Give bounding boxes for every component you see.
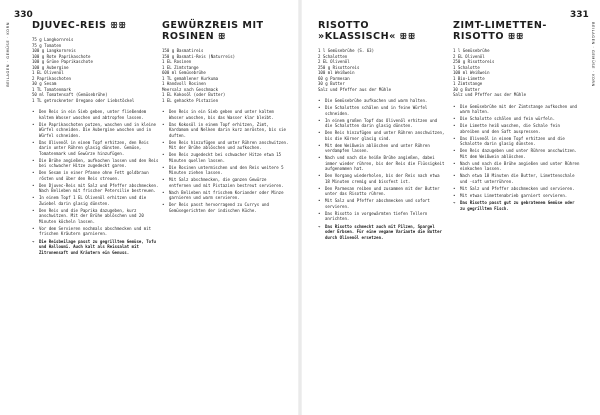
ingredient-item: 1 l Gemüsebrühe: [453, 48, 490, 53]
ingredient-item: 150 g Basmati-Reis (Naturreis): [162, 53, 236, 59]
step-list: [162, 109, 290, 213]
step-item: • Den Vorgang wiederholen, bis der Reis nach etwa 18 Minuten cremig und bissfest ist.: [318, 173, 446, 184]
step-item: • Den Reis zugedeckt bei schwacher Hitze etwa 15 Minuten quellen lassen.: [162, 152, 290, 163]
step-item: • Den Reis hinzufügen und unter Rühren anschwitzen, bis die Körner glasig sind.: [318, 130, 446, 141]
step-item: • Die Gemüsebrühe aufkochen und warm halten.: [318, 98, 446, 104]
ingredient-item: 100 g Aubergine: [32, 64, 69, 70]
ingredient-item: 2 EL Olivenöl: [318, 59, 350, 64]
step-item: • Vor dem Servieren nochmals abschmecken und mit frischen Kräutern garnieren.: [32, 226, 160, 237]
ingredient-item: 100 ml Weißwein: [453, 70, 490, 75]
ingredient-item: 1 Schalotte: [453, 64, 480, 70]
vegetarian-icon: ꕥ: [217, 32, 225, 41]
ingredient-item: 150 g Basmatireis: [162, 48, 204, 53]
recipe-title: GEWÜRZREIS MIT ROSINEN ꕥ: [162, 20, 264, 42]
step-item: • Die Schalotten schälen und in feine Würfel schneiden.: [318, 105, 446, 116]
ingredient-item: 1 l Gemüsebrühe (S. 63): [318, 48, 375, 53]
ingredient-item: 75 g Tomaten: [32, 42, 62, 48]
ingredient-item: 100 ml Weißwein: [318, 70, 355, 75]
recipe-tip: → Das Risotto passt gut zu gebratenem Gemüse oder zu gegrilltem Fisch.: [453, 200, 575, 211]
ingredient-item: 50 ml Tomatensaft (Gemüsebrühe): [32, 92, 108, 97]
ingredient-item: 100 g Rote Paprikaschote: [32, 53, 91, 59]
step-item: • Mit Salz und Pfeffer abschmecken und servieren.: [453, 186, 581, 192]
ingredient-item: 1 TL Tomatenmark: [32, 86, 71, 92]
step-item: • Nach etwa 18 Minuten die Butter, Limettenschale und -saft unterrühren.: [453, 173, 581, 184]
step-item: • Die Schalotte schälen und fein würfeln.: [453, 116, 581, 122]
ingredient-item: 30 g Butter: [318, 81, 345, 86]
step-item: • In einem großen Topf das Olivenöl erhitzen und die Schalotten darin glasig dünsten.: [318, 118, 446, 129]
step-item: • Mit etwas Limettenabrieb garniert servieren.: [453, 193, 581, 199]
step-list: [453, 104, 581, 199]
step-item: • Das Olivenöl in einem Topf erhitzen und die Schalotte darin glasig dünsten.: [453, 136, 581, 147]
ingredient-item: 1 TL gemahlener Kurkuma: [162, 75, 219, 81]
side-tab-left: BEILAGEN · GEMÜSE · KORN: [6, 22, 10, 87]
step-item: • Das Risotto in vorgewärmten tiefen Tellern anrichten.: [318, 211, 446, 222]
recipe-column: [162, 20, 290, 215]
ingredient-list: [32, 37, 160, 103]
ingredient-item: 1 EL Kokosöl (oder Butter): [162, 92, 226, 97]
recipe-title: ZIMT-LIMETTEN-RISOTTO ꕥ ꕥ: [453, 20, 547, 42]
recipe-title: RISOTTO »KLASSISCH« ꕥ ꕥ: [318, 20, 415, 42]
step-item: • Den Sesam in einer Pfanne ohne Fett goldbraun rösten und über den Reis streuen.: [32, 170, 160, 181]
ingredient-item: 250 g Risottoreis: [453, 59, 495, 64]
step-item: • Die Gemüsebrühe mit der Zimtstange aufkochen und warm halten.: [453, 104, 581, 115]
step-item: • Nach Belieben mit frischem Koriander oder Minze garnieren und warm servieren.: [162, 190, 290, 201]
step-item: • Die Rosinen untermischen und den Reis weitere 5 Minuten ziehen lassen.: [162, 165, 290, 176]
step-item: • In einem Topf 1 EL Olivenöl erhitzen und die Zwiebel darin glasig dünsten.: [32, 195, 160, 206]
ingredient-list: [453, 48, 581, 98]
ingredient-item: 1 EL Rosinen: [162, 59, 192, 64]
page-number-left: 330: [14, 10, 33, 20]
ingredient-item: 100 g Grüne Paprikaschote: [32, 59, 93, 64]
vegetarian-icon: ꕥ ꕥ: [399, 32, 415, 41]
step-item: • Mit Salz und Pfeffer abschmecken und sofort servieren.: [318, 198, 446, 209]
step-item: • Die Paprikaschoten putzen, waschen und in kleine Würfel schneiden. Die Aubergine waschen und in Würfel schneiden.: [32, 122, 160, 139]
step-item: • Den Parmesan reiben und zusammen mit der Butter unter das Risotto rühren.: [318, 186, 446, 197]
vegetarian-icon: ꕥ ꕥ: [110, 21, 125, 30]
vegetarian-icon: ꕥ ꕥ: [507, 32, 523, 41]
ingredient-item: 1 Zimtstange: [453, 81, 483, 86]
step-item: • Nach und nach die Brühe angießen und unter Rühren einkochen lassen.: [453, 161, 581, 172]
ingredient-item: 600 ml Gemüsebrühe: [162, 70, 206, 75]
side-tab-right: BEILAGEN · GEMÜSE · KORN: [591, 22, 595, 87]
arrow-icon: →: [318, 223, 321, 229]
step-item: • Der Reis passt hervorragend zu Currys und Gemüsegerichten der indischen Küche.: [162, 202, 290, 213]
arrow-icon: →: [453, 200, 456, 205]
ingredient-list: [318, 48, 446, 92]
ingredient-item: 60 g Parmesan: [318, 75, 350, 81]
page-gutter: [298, 0, 302, 415]
ingredient-item: 1 TL getrockneter Oregano oder Liebstöckel: [32, 97, 135, 103]
step-item: • Mit Salz abschmecken, die ganzen Gewürze entfernen und mit Pistazien bestreut servieren.: [162, 177, 290, 188]
step-item: • Die Brühe angießen, aufkochen lassen und den Reis bei schwacher Hitze zugedeckt garen.: [32, 158, 160, 169]
ingredient-item: 1 EL gehackte Pistazien: [162, 97, 219, 103]
step-list: [318, 98, 446, 222]
ingredient-item: 2 Schalotten: [318, 53, 348, 59]
ingredient-item: 2 EL Olivenöl: [453, 53, 485, 59]
ingredient-item: 1 Handvoll Rosinen: [162, 81, 206, 86]
ingredient-item: 100 g Langkornreis: [32, 48, 76, 53]
step-item: • Den Reis und die Paprika dazugeben, kurz anschwitzen. Mit der Brühe ablöschen und 20 Minuten köcheln lassen.: [32, 208, 160, 225]
recipe-tip: → Das Risotto schmeckt auch mit Pilzen, Spargel oder Erbsen. Für eine vegane Variante die Butter durch Olivenöl ersetzen.: [318, 223, 442, 240]
recipe-column: [453, 20, 581, 211]
step-list: [32, 109, 160, 237]
ingredient-item: 1 Bio-Limette: [453, 75, 485, 81]
step-item: • Den Reis in ein Sieb geben und unter kaltem Wasser waschen, bis das Wasser klar bleibt.: [162, 109, 290, 120]
step-item: • Nach und nach die heiße Brühe angießen, dabei immer wieder rühren, bis der Reis die Flüssigkeit aufgenommen hat.: [318, 155, 446, 172]
step-item: • Mit dem Weißwein ablöschen und unter Rühren verdampfen lassen.: [318, 143, 446, 154]
ingredient-item: 2 Paprikaschoten: [32, 75, 71, 81]
ingredient-item: 1 EL Zimtstange: [162, 64, 199, 70]
ingredient-item: 250 g Risottoreis: [318, 64, 360, 70]
step-item: • Den Reis hinzufügen und unter Rühren anschwitzen. Mit der Brühe ablöschen und aufkochen.: [162, 140, 290, 151]
ingredient-item: 1 EL Olivenöl: [32, 70, 64, 75]
recipe-tip: → Die Reisbeilage passt zu gegrilltem Gemüse, Tofu und Halloumi. Auch kalt als Reissalat mit Zitronensaft und Kräutern ein Genuss.: [32, 238, 156, 255]
step-item: • Den Reis in ein Sieb geben, unter fließendem kaltem Wasser waschen und abtropfen lassen.: [32, 109, 160, 120]
arrow-icon: →: [32, 238, 35, 244]
step-item: • Die Limette heiß waschen, die Schale fein abreiben und den Saft auspressen.: [453, 123, 581, 134]
ingredient-item: Salz und Pfeffer aus der Mühle: [318, 86, 392, 92]
recipe-column: [32, 20, 160, 255]
ingredient-item: 75 g Langkornreis: [32, 37, 74, 42]
ingredient-item: Salz und Pfeffer aus der Mühle: [453, 92, 527, 97]
ingredient-item: 30 g Sesam: [32, 81, 57, 86]
page-number-right: 331: [570, 10, 589, 20]
step-item: • Das Olivenöl in einem Topf erhitzen, den Reis darin unter Rühren glasig dünsten. Gemüse, Tomatenmark und Gewürze hinzufügen.: [32, 140, 160, 157]
step-item: • Das Kokosöl in einem Topf erhitzen, Zimt, Kardamom und Nelken darin kurz anrösten, bis sie duften.: [162, 122, 290, 139]
recipe-column: [318, 20, 446, 240]
ingredient-list: [162, 48, 290, 103]
step-item: • Den Reis dazugeben und unter Rühren anschwitzen. Mit dem Weißwein ablöschen.: [453, 148, 581, 159]
step-item: • Den Djuvec-Reis mit Salz und Pfeffer abschmecken. Nach Belieben mit frischer Petersilie bestreuen.: [32, 183, 160, 194]
ingredient-item: 30 g Butter: [453, 86, 480, 92]
recipe-title: DJUVEC-REIS ꕥ ꕥ: [32, 20, 125, 31]
ingredient-item: Meersalz nach Geschmack: [162, 86, 219, 92]
